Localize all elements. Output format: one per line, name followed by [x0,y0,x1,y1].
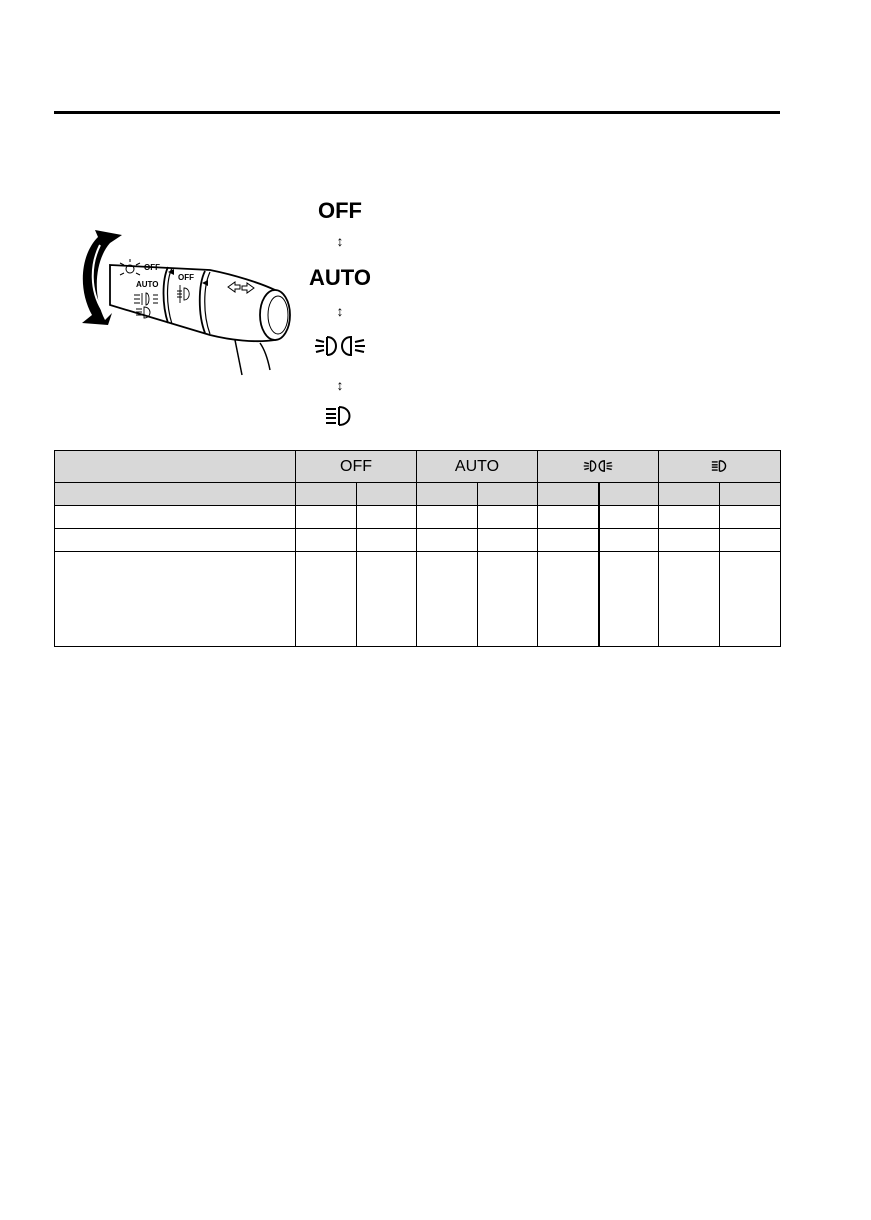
position-auto: AUTO [309,265,371,290]
table-header-auto: AUTO [417,451,538,483]
lever-fog-off-label: OFF [178,273,194,282]
parking-light-icon [300,333,380,359]
lever-off-label: OFF [144,263,160,272]
table-header-blank [55,451,296,483]
arrow-updown-icon: ↕ [336,377,344,393]
table-row [55,552,781,647]
table-row [55,483,781,506]
arrow-updown-icon: ↕ [336,233,344,249]
table-row [55,529,781,552]
light-mode-table [54,450,781,647]
table-header-off: OFF [296,451,417,483]
headlight-icon [300,403,380,429]
headlight-switch-lever-illustration [60,225,320,385]
table-header-parking [538,451,659,483]
lever-parking-icon [134,293,158,305]
table-header-headlight [659,451,781,483]
position-off: OFF [318,198,362,223]
headlight-icon [708,459,732,473]
table-row [55,506,781,529]
top-rule [54,111,780,114]
lever-auto-label: AUTO [136,280,159,289]
parking-light-icon [582,459,614,473]
arrow-updown-icon: ↕ [336,303,344,319]
